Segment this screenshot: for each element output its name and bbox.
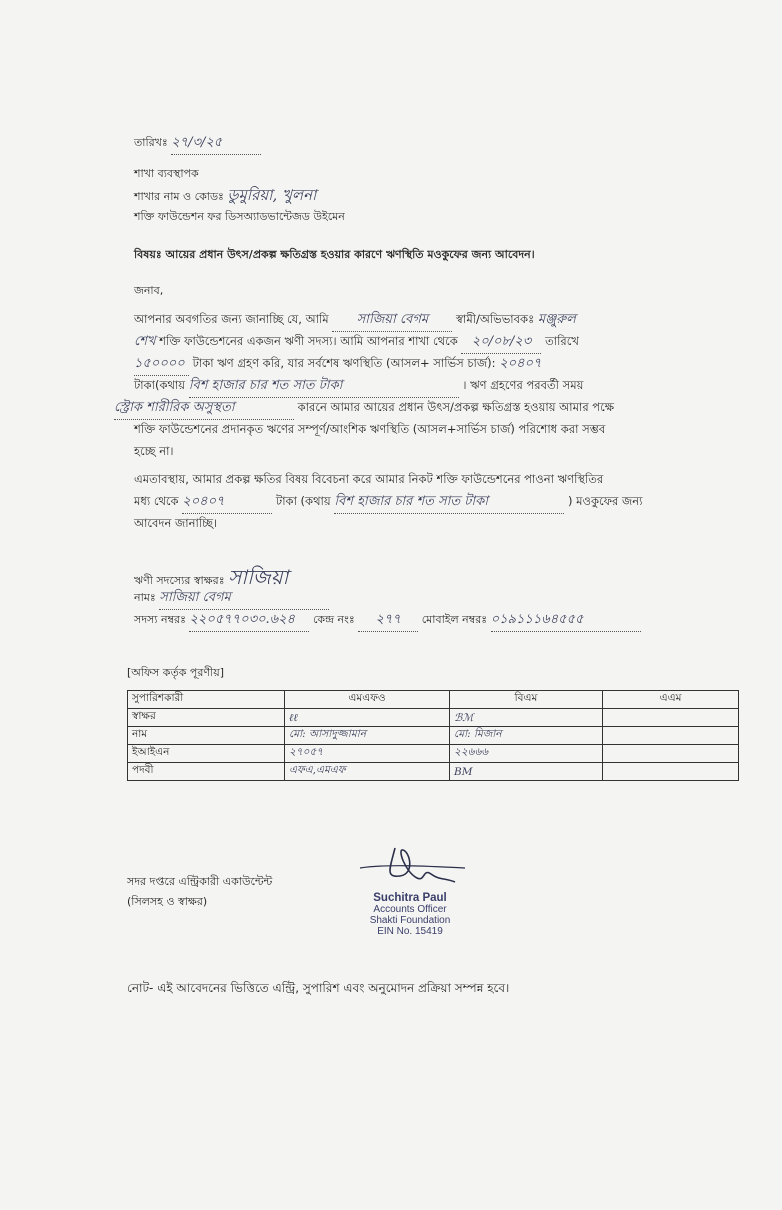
- paragraph-1-line-1: আপনার অবগতির জন্য জানাচ্ছি যে, আমি সাজিয়া বেগম স্বামী/অভিভাবকঃ মঞ্জুরুল: [134, 308, 739, 332]
- waive-words: বিশ হাজার চার শত সাত টাকা: [334, 491, 564, 514]
- balance-digits: ২০৪০৭: [499, 356, 542, 371]
- member-name: সাজিয়া বেগম: [159, 588, 329, 610]
- paragraph-2-line-1: এমতাবস্থায়, আমার প্রকল্প ক্ষতির বিষয় বিবেচনা করে আমার নিকট শক্তি ফাউন্ডেশনের পাওনা ঋণস্থিতির: [134, 472, 604, 486]
- paragraph-1-line-6: শক্তি ফাউন্ডেশনের প্রদানকৃত ঋণের সম্পূর্ণ/আংশিক ঋণস্থিতি (আসল+সার্ভিস চার্জ) পরিশোধ করা সম্ভব: [134, 422, 606, 436]
- footer-note: নোট- এই আবেদনের ভিত্তিতে এন্ট্রি, সুপারিশ এবং অনুমোদন প্রক্রিয়া সম্পন্ন হবে।: [127, 981, 510, 995]
- paragraph-1-line-7: হচ্ছে না।: [134, 444, 174, 458]
- loan-amount: ১৫০০০০: [134, 353, 189, 376]
- loan-date: ২০/০৮/২৩: [461, 331, 541, 354]
- member-signature-label: ঋণী সদস্যের স্বাক্ষরঃ: [134, 574, 225, 587]
- guardian-name: মঞ্জুরুল: [537, 312, 576, 327]
- paragraph-1-line-3: ১৫০০০০ টাকা ঋণ গ্রহণ করি, যার সর্বশেষ ঋণস্থিতি (আসল+ সার্ভিস চার্জ): ২০৪০৭: [134, 352, 739, 376]
- accountant-seal: [352, 893, 468, 937]
- paragraph-2-line-3: আবেদন জানাচ্ছি।: [134, 516, 218, 530]
- org-line: শক্তি ফাউন্ডেশন ফর ডিসঅ্যাডভান্টেজড উইমেন: [134, 210, 345, 223]
- branch-label: শাখার নাম ও কোডঃ: [134, 190, 224, 203]
- balance-words: বিশ হাজার চার শত সাত টাকা: [189, 375, 459, 398]
- office-section-title: [অফিস কর্তৃক পূরণীয়]: [127, 666, 224, 679]
- table-row: পদবী এফএ,এমএফ BM: [128, 763, 739, 781]
- office-table-header: সুপারিশকারী এমএফও বিএম এএম: [128, 691, 739, 709]
- center-number: ২৭৭: [358, 610, 418, 632]
- waive-digits: ২০৪০৭: [182, 491, 272, 514]
- center-label: কেন্দ্র নংঃ: [312, 613, 355, 626]
- member-id-label: সদস্য নম্বরঃ: [134, 613, 186, 626]
- seal-title: Accounts Officer: [373, 904, 447, 915]
- table-row: স্বাক্ষর ℓℓ ℬℳ: [128, 709, 739, 727]
- office-table: [127, 690, 739, 781]
- member-name-label: নামঃ: [134, 591, 156, 604]
- salutation: জনাব,: [134, 284, 164, 297]
- mobile-label: মোবাইল নম্বরঃ: [421, 613, 488, 626]
- mobile-number: ০১৯১১১৬৪৫৫৫: [491, 610, 641, 632]
- date-label: তারিখঃ: [134, 136, 168, 149]
- member-id: ২২০৫৭৭০৩০.৬২৪: [189, 610, 309, 632]
- paragraph-1-line-5: স্ট্রোক শারীরিক অসুস্থতা কারনে আমার আয়ের প্রধান উৎস/প্রকল্প ক্ষতিগ্রস্ত হওয়ায় আমার পক্ষে: [114, 396, 739, 420]
- table-row: ইআইএন ২৭০৫৭ ২২৬৬৬: [128, 745, 739, 763]
- addressee-line: শাখা ব্যবস্থাপক: [134, 167, 199, 180]
- borrower-name: সাজিয়া বেগম: [332, 309, 452, 332]
- branch-value: ডুমুরিয়া, খুলনা: [227, 186, 317, 204]
- accountant-label: সদর দপ্তরে এন্ট্রিকারী একাউন্টেন্ট: [127, 875, 273, 888]
- date-line: [134, 133, 261, 155]
- member-signature: সাজিয়া: [228, 565, 289, 589]
- seal-name: Suchitra Paul: [373, 892, 447, 904]
- member-name-line: [134, 588, 329, 610]
- paragraph-1-line-4: টাকা(কথায় বিশ হাজার চার শত সাত টাকা । ঋণ গ্রহণের পরবর্তী সময়: [134, 374, 739, 398]
- accountant-sub-label: (সিলসহ ও স্বাক্ষর): [127, 895, 208, 908]
- seal-org: Shakti Foundation: [369, 915, 451, 926]
- table-row: নাম মো: আসাদুজ্জামান মো: মিজান: [128, 727, 739, 745]
- subject-line: বিষয়ঃ আয়ের প্রধান উৎস/প্রকল্প ক্ষতিগ্রস্ত হওয়ার কারণে ঋণস্থিতি মওকুফের জন্য আবেদন।: [134, 248, 535, 261]
- paragraph-2-line-2: মধ্য থেকে ২০৪০৭ টাকা (কথায় বিশ হাজার চার শত সাত টাকা ) মওকুফের জন্য: [134, 490, 739, 514]
- member-ids-line: [134, 610, 641, 632]
- accountant-signature: [355, 838, 470, 890]
- damage-reason: স্ট্রোক শারীরিক অসুস্থতা: [114, 397, 294, 420]
- branch-line: [134, 184, 316, 209]
- guardian-name-cont: শেখ: [134, 334, 156, 349]
- date-value: ২৭/৩/২৫: [171, 133, 261, 155]
- paragraph-1-line-2: শেখ শক্তি ফাউন্ডেশনের একজন ঋণী সদস্য। আমি আপনার শাখা থেকে ২০/০৮/২৩ তারিখে: [134, 330, 739, 354]
- seal-ein: EIN No. 15419: [377, 926, 443, 937]
